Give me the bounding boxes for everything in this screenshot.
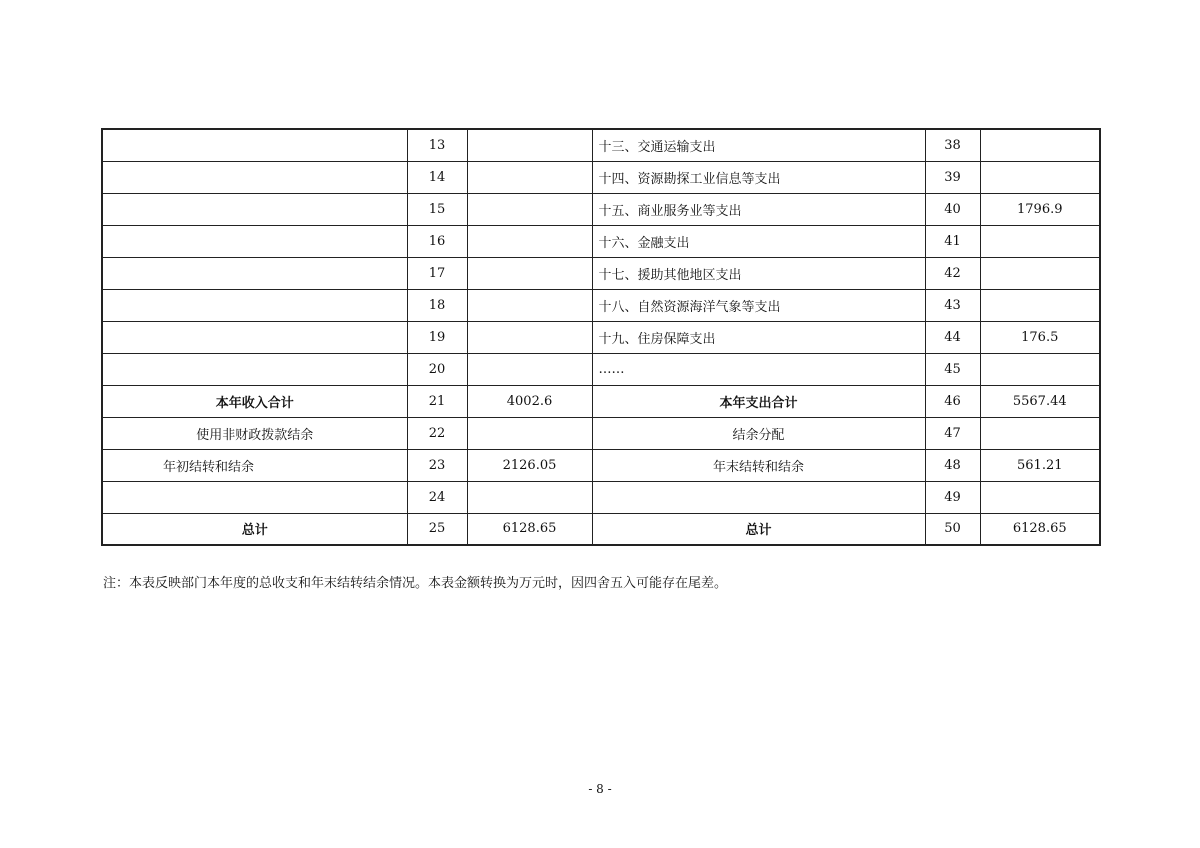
expense-line-number-cell: 48 <box>925 449 980 481</box>
expense-item-cell: 结余分配 <box>592 417 925 449</box>
table-footnote: 注：本表反映部门本年度的总收支和年末结转结余情况。本表金额转换为万元时，因四舍五入可能存在尾差。 <box>103 576 728 591</box>
expense-item-cell: 十八、自然资源海洋气象等支出 <box>592 289 925 321</box>
income-line-number-cell: 16 <box>407 225 467 257</box>
expense-amount-cell: 561.21 <box>980 449 1100 481</box>
expense-amount-cell <box>980 481 1100 513</box>
income-amount-cell <box>467 353 592 385</box>
expense-amount-cell: 1796.9 <box>980 193 1100 225</box>
income-line-number-cell: 21 <box>407 385 467 417</box>
expense-amount-cell <box>980 353 1100 385</box>
expense-amount-cell <box>980 417 1100 449</box>
income-amount-cell <box>467 129 592 161</box>
income-item-cell <box>102 353 407 385</box>
income-amount-cell: 4002.6 <box>467 385 592 417</box>
income-item-cell: 使用非财政拨款结余 <box>102 417 407 449</box>
income-amount-cell <box>467 193 592 225</box>
expense-amount-cell <box>980 225 1100 257</box>
income-item-cell <box>102 321 407 353</box>
income-item-cell: 总计 <box>102 513 407 545</box>
income-item-cell <box>102 257 407 289</box>
income-amount-cell <box>467 289 592 321</box>
expense-line-number-cell: 38 <box>925 129 980 161</box>
income-amount-cell <box>467 257 592 289</box>
expense-line-number-cell: 49 <box>925 481 980 513</box>
expense-line-number-cell: 42 <box>925 257 980 289</box>
income-line-number-cell: 13 <box>407 129 467 161</box>
income-amount-cell: 2126.05 <box>467 449 592 481</box>
income-item-cell: 年初结转和结余 <box>102 449 407 481</box>
table-row <box>102 161 1100 193</box>
income-line-number-cell: 22 <box>407 417 467 449</box>
expense-item-cell: 十五、商业服务业等支出 <box>592 193 925 225</box>
table-row <box>102 193 1100 225</box>
expense-line-number-cell: 40 <box>925 193 980 225</box>
expense-line-number-cell: 39 <box>925 161 980 193</box>
income-line-number-cell: 17 <box>407 257 467 289</box>
income-amount-cell <box>467 161 592 193</box>
table-row <box>102 417 1100 449</box>
expense-item-cell: 总计 <box>592 513 925 545</box>
table-body <box>102 129 1100 545</box>
income-item-cell <box>102 289 407 321</box>
income-expense-table <box>101 128 1101 546</box>
table-row <box>102 353 1100 385</box>
income-amount-cell <box>467 481 592 513</box>
income-line-number-cell: 24 <box>407 481 467 513</box>
page-number: - 8 - <box>588 782 612 796</box>
expense-amount-cell: 176.5 <box>980 321 1100 353</box>
income-item-cell <box>102 161 407 193</box>
table-row <box>102 289 1100 321</box>
expense-amount-cell <box>980 129 1100 161</box>
expense-line-number-cell: 41 <box>925 225 980 257</box>
income-amount-cell <box>467 417 592 449</box>
income-amount-cell: 6128.65 <box>467 513 592 545</box>
expense-amount-cell: 6128.65 <box>980 513 1100 545</box>
table-row <box>102 513 1100 545</box>
expense-amount-cell <box>980 289 1100 321</box>
table-row <box>102 449 1100 481</box>
income-item-cell <box>102 193 407 225</box>
income-line-number-cell: 15 <box>407 193 467 225</box>
income-item-cell: 本年收入合计 <box>102 385 407 417</box>
income-item-cell <box>102 129 407 161</box>
expense-amount-cell <box>980 161 1100 193</box>
expense-item-cell: 本年支出合计 <box>592 385 925 417</box>
table-row <box>102 225 1100 257</box>
expense-item-cell: 十四、资源勘探工业信息等支出 <box>592 161 925 193</box>
income-line-number-cell: 25 <box>407 513 467 545</box>
expense-line-number-cell: 46 <box>925 385 980 417</box>
income-line-number-cell: 20 <box>407 353 467 385</box>
expense-item-cell: 十九、住房保障支出 <box>592 321 925 353</box>
table-row <box>102 129 1100 161</box>
income-line-number-cell: 23 <box>407 449 467 481</box>
income-item-cell <box>102 225 407 257</box>
expense-line-number-cell: 44 <box>925 321 980 353</box>
income-amount-cell <box>467 321 592 353</box>
expense-line-number-cell: 43 <box>925 289 980 321</box>
table-row <box>102 321 1100 353</box>
expense-line-number-cell: 47 <box>925 417 980 449</box>
expense-item-cell <box>592 481 925 513</box>
expense-item-cell: …… <box>592 353 925 385</box>
expense-amount-cell: 5567.44 <box>980 385 1100 417</box>
expense-item-cell: 十六、金融支出 <box>592 225 925 257</box>
expense-item-cell: 十三、交通运输支出 <box>592 129 925 161</box>
income-item-cell <box>102 481 407 513</box>
expense-item-cell: 十七、援助其他地区支出 <box>592 257 925 289</box>
income-line-number-cell: 18 <box>407 289 467 321</box>
expense-amount-cell <box>980 257 1100 289</box>
table-row <box>102 385 1100 417</box>
expense-line-number-cell: 50 <box>925 513 980 545</box>
table-row <box>102 481 1100 513</box>
table-row <box>102 257 1100 289</box>
expense-item-cell: 年末结转和结余 <box>592 449 925 481</box>
income-amount-cell <box>467 225 592 257</box>
expense-line-number-cell: 45 <box>925 353 980 385</box>
income-line-number-cell: 19 <box>407 321 467 353</box>
income-line-number-cell: 14 <box>407 161 467 193</box>
